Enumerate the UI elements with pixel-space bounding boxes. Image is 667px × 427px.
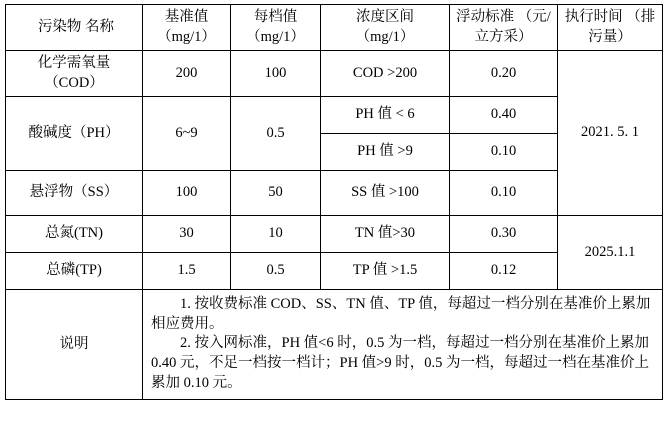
- table-note-row: [6, 290, 663, 400]
- header-text-line1: 浓度区间: [356, 9, 414, 25]
- cell-step-value: 100: [231, 51, 321, 97]
- cell-base-value: 1.5: [143, 253, 231, 290]
- header-text-line2: （mg/1）: [246, 28, 305, 45]
- cell-step-value: 0.5: [231, 253, 321, 290]
- pollutant-name-line1: 化学需氧量: [37, 55, 111, 72]
- table-row: [6, 51, 663, 97]
- note-paragraph-1: 1. 按收费标准 COD、SS、TN 值、TP 值，每超过一档分别在基准价上累加相应费用。: [151, 296, 651, 332]
- cell-execution-time-2025: 2025.1.1: [558, 216, 663, 290]
- cell-floating-standard: 0.40: [450, 97, 558, 134]
- cell-pollutant-name: 悬浮物（SS）: [6, 171, 143, 216]
- header-text-line1: 污染物 名称: [37, 18, 115, 35]
- cell-base-value: 30: [143, 216, 231, 253]
- cell-concentration-range: PH 值 >9: [321, 134, 450, 171]
- cell-floating-standard: 0.10: [450, 171, 558, 216]
- cell-floating-standard: 0.12: [450, 253, 558, 290]
- pollutant-name-line2: （COD）: [44, 74, 104, 91]
- header-text-line1: 浮动标准 （元/: [456, 9, 551, 25]
- cell-step-value: 50: [231, 171, 321, 216]
- header-text-line2: 污量）: [588, 28, 632, 45]
- header-cell-execution-time: [558, 5, 663, 51]
- table-row: [6, 216, 663, 253]
- note-paragraph-2: 2. 按入网标准，PH 值<6 时，0.5 为一档，每超过一档分别在基准价上累加 0.40 元，不足一档按一档计；PH 值>9 时，0.5 为一档，每超过一档在基准价上累加 0.10 元。: [151, 335, 649, 391]
- cell-base-value: 100: [143, 171, 231, 216]
- cell-floating-standard: 0.30: [450, 216, 558, 253]
- cell-pollutant-name: [6, 51, 143, 97]
- header-cell-floating-standard: [450, 5, 558, 51]
- header-text-line2: 立方采）: [474, 28, 533, 45]
- note-label: 说明: [6, 290, 143, 400]
- cell-execution-time-2021: 2021. 5. 1: [558, 51, 663, 216]
- cell-concentration-range: TN 值>30: [321, 216, 450, 253]
- pollutant-fee-table: [5, 4, 663, 400]
- cell-pollutant-name: 总磷(TP): [6, 253, 143, 290]
- cell-floating-standard: 0.10: [450, 134, 558, 171]
- header-cell-concentration-range: [321, 5, 450, 51]
- header-cell-base-value: [143, 5, 231, 51]
- header-text-line2: （mg/1）: [355, 28, 415, 45]
- cell-floating-standard: 0.20: [450, 51, 558, 97]
- cell-concentration-range: COD >200: [321, 51, 450, 97]
- cell-pollutant-name: 酸碱度（PH）: [6, 97, 143, 171]
- document-page: [0, 4, 667, 427]
- header-text-line1: 基准值: [164, 9, 209, 25]
- header-text-line1: 执行时间 （排: [564, 9, 656, 25]
- cell-concentration-range: PH 值 < 6: [321, 97, 450, 134]
- cell-pollutant-name: 总氮(TN): [6, 216, 143, 253]
- cell-base-value: 200: [143, 51, 231, 97]
- header-cell-pollutant-name: [6, 5, 143, 51]
- header-text-line2: （mg/1）: [157, 28, 216, 45]
- note-body: [143, 290, 663, 400]
- cell-concentration-range: TP 值 >1.5: [321, 253, 450, 290]
- cell-step-value: 10: [231, 216, 321, 253]
- header-text-line1: 每档值: [253, 9, 298, 25]
- table-header-row: [6, 5, 663, 51]
- header-cell-step-value: [231, 5, 321, 51]
- cell-base-value: 6~9: [143, 97, 231, 171]
- cell-concentration-range: SS 值 >100: [321, 171, 450, 216]
- cell-step-value: 0.5: [231, 97, 321, 171]
